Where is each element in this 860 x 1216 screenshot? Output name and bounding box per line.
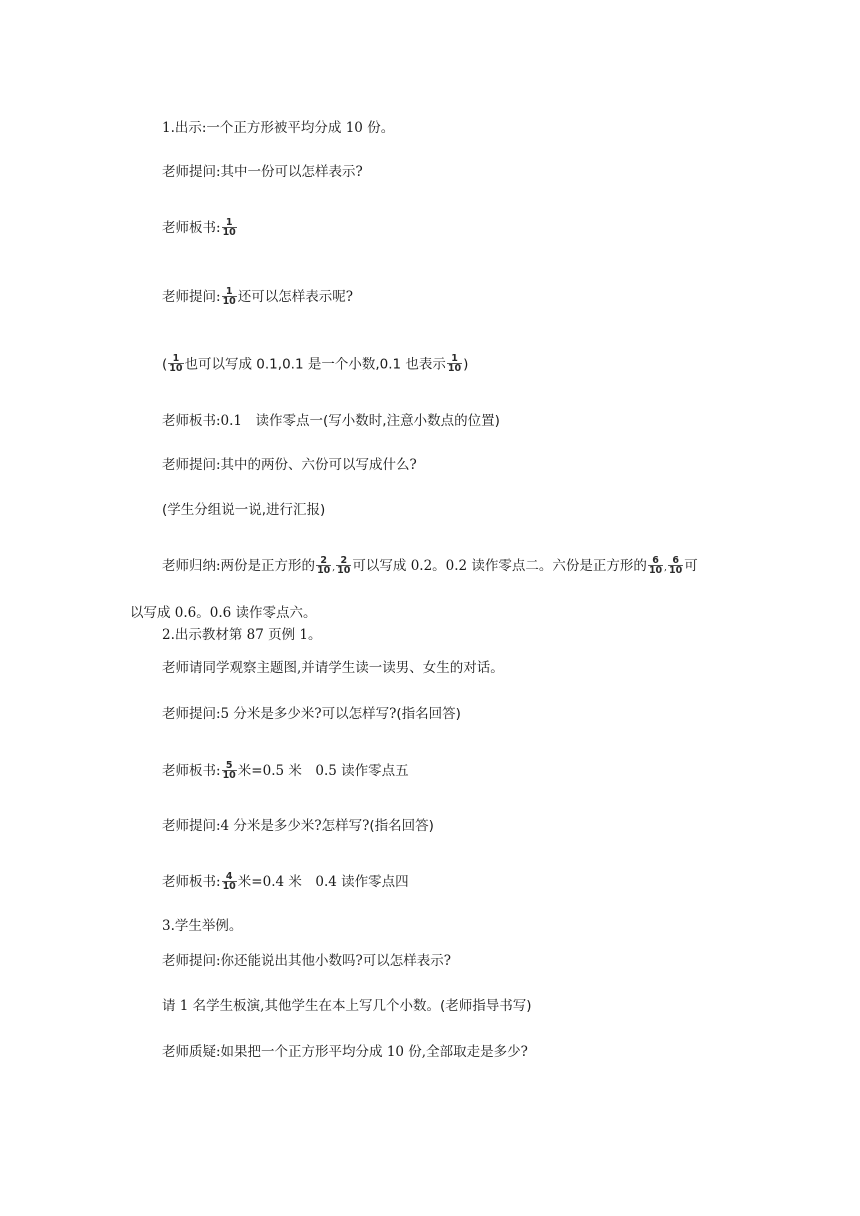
text-board-label: 老师板书: — [162, 874, 221, 890]
paragraph-6 — [162, 413, 500, 429]
fraction-five-tenths: $\frac{5}{10}$ — [222, 760, 236, 781]
paragraph-16 — [162, 918, 242, 934]
fraction-one-tenth: $\frac{1}{10}$ — [169, 353, 183, 374]
paragraph-1 — [162, 120, 394, 136]
text-board-demo: 请 1 名学生板演,其他学生在本上写几个小数。 — [162, 998, 440, 1014]
text-summary-d: 以写成 0.6。0.6 读作零点六。 — [130, 605, 317, 621]
paragraph-7 — [162, 457, 417, 473]
text-call-answer: (指名回答) — [396, 706, 461, 722]
fraction-six-tenths: $\frac{6}{10}$ — [669, 555, 683, 576]
text-note-decimal-point: (写小数时,注意小数点的位置) — [323, 413, 500, 429]
text-summary-a: 老师归纳:两份是正方形的 — [162, 558, 316, 574]
text-board-0-5: 米=0.5 米 0.5 读作零点五 — [237, 763, 409, 779]
paragraph-4 — [162, 288, 353, 307]
paragraph-5: ( $\frac{1}{10}$ 也可以写成 0.1,0.1 是一个小数,0.1 也表示 $\frac{1}{10}$ ) — [162, 353, 469, 374]
text-question-other-decimals: 老师提问:你还能说出其他小数吗?可以怎样表示? — [162, 953, 452, 969]
fraction-six-tenths: $\frac{6}{10}$ — [648, 555, 663, 576]
paragraph-19 — [162, 1044, 528, 1060]
fraction-one-tenth: $\frac{1}{10}$ — [447, 353, 462, 374]
text-board-0-1: 老师板书:0.1 读作零点一 — [162, 413, 324, 429]
paragraph-2 — [162, 164, 363, 180]
text-teacher-guides: (老师指导书写) — [439, 998, 532, 1014]
paragraph-17 — [162, 953, 451, 969]
paragraph-13 — [162, 762, 409, 781]
fraction-one-tenth: $\frac{1}{10}$ — [222, 217, 236, 238]
text-question-4dm: 老师提问:4 分米是多少米?怎样写? — [162, 818, 370, 834]
paragraph-3 — [162, 219, 238, 238]
text-group-discussion: (学生分组说一说,进行汇报) — [162, 502, 326, 518]
fraction-two-tenths: $\frac{2}{10}$ — [337, 555, 351, 576]
paragraph-18 — [162, 998, 532, 1014]
text-show-example: 2.出示教材第 87 页例 1。 — [162, 627, 322, 643]
fraction-four-tenths: $\frac{4}{10}$ — [222, 871, 236, 892]
paragraph-9-continued — [130, 605, 317, 621]
paragraph-11 — [162, 660, 504, 676]
paragraph-15 — [162, 873, 409, 892]
text-teacher-challenge: 老师质疑:如果把一个正方形平均分成 10 份,全部取走是多少? — [162, 1044, 528, 1060]
paragraph-12 — [162, 706, 461, 722]
fraction-one-tenth: $\frac{1}{10}$ — [222, 286, 236, 307]
text-show-square: 1.出示:一个正方形被平均分成 10 份。 — [162, 120, 395, 136]
text-question-label: 老师提问: — [162, 289, 221, 305]
text-board-0-4: 米=0.4 米 0.4 读作零点四 — [237, 874, 409, 890]
text-call-answer: (指名回答) — [369, 818, 434, 834]
text-board-label: 老师板书: — [162, 220, 221, 236]
text-question-one-part: 老师提问:其中一份可以怎样表示? — [162, 164, 363, 180]
text-decimal-explanation: 也可以写成 0.1,0.1 是一个小数,0.1 也表示 — [184, 356, 446, 373]
fraction-two-tenths: $\frac{2}{10}$ — [317, 555, 331, 576]
text-how-else: 还可以怎样表示呢? — [237, 289, 354, 305]
paragraph-14 — [162, 818, 434, 834]
text-question-two-six: 老师提问:其中的两份、六份可以写成什么? — [162, 457, 417, 473]
text-summary-b: 可以写成 0.2。0.2 读作零点二。六份是正方形的 — [352, 558, 647, 574]
paragraph-8 — [162, 502, 325, 518]
text-student-examples: 3.学生举例。 — [162, 918, 243, 934]
paragraph-10 — [162, 627, 322, 643]
text-question-5dm: 老师提问:5 分米是多少米?可以怎样写? — [162, 706, 397, 722]
text-observe-picture: 老师请同学观察主题图,并请学生读一读男、女生的对话。 — [162, 660, 504, 676]
text-board-label: 老师板书: — [162, 763, 221, 779]
paragraph-9: 老师归纳:两份是正方形的 $\frac{2}{10}$ , $\frac{2}{10}$ 可以写成 0.2。0.2 读作零点二。六份是正方形的 $\frac{6}{10}$ , $\frac{6}{10}$ 可 — [162, 555, 698, 576]
text-summary-c: 可 — [684, 558, 698, 574]
